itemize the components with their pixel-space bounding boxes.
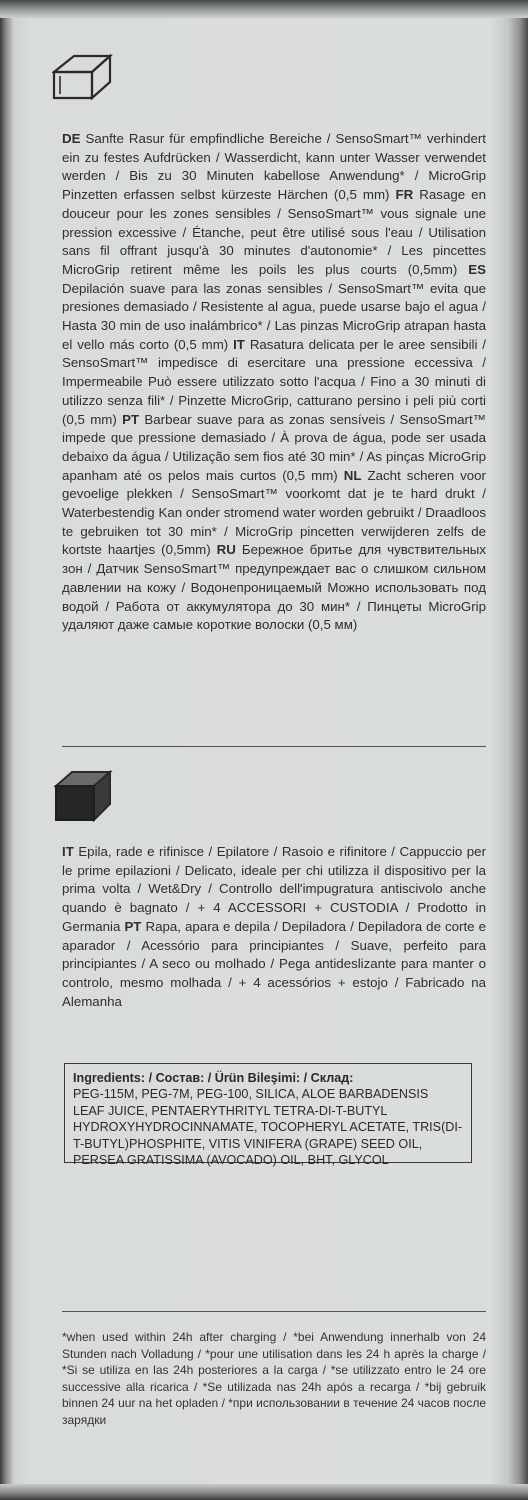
lang-code-es: ES <box>468 261 486 277</box>
product-description-multilang <box>62 130 486 635</box>
lang-code-de: DE <box>62 131 81 146</box>
box-bottom-edge <box>0 1484 528 1500</box>
ingredients-list: PEG-115M, PEG-7M, PEG-100, SILICA, ALOE BARBADENSIS LEAF JUICE, PENTAERYTHRITYL TETRA-DI-T-BUTYL HYDROXYHYDROCINNAMATE, TOCOPHERYL ACETATE, TRIS(DI-T-BUTYL)PHOSPHITE, VITIS VINIFERA (GRAPE) SEED OIL, PERSEA GRATISSIMA (AVOCADO) OIL, BHT, GLYCOL <box>73 1087 463 1168</box>
lang-code-fr: FR <box>395 187 414 203</box>
text-de: Sanfte Rasur für empfindliche Bereiche / SensoSmart™ verhindert ein zu festes Aufdrücken / Wasserdicht, kann unter Wasser verwendet werden / Bis zu 30 Minuten kabellose Anwendung* / MicroGrip Pinzetten erfassen selbst kürzeste Härchen (0,5 mm) <box>62 131 486 203</box>
text-pt: Barbear suave para as zonas sensíveis / SensoSmart™ impede que pressione demasiado / À prova de água, pode ser usada debaixo da água / Utilização sem fios até 30 min* / As pinças MicroGrip apanham até os pelos mais curtos (0,5 mm) <box>62 411 486 483</box>
text-pt-2: Rapa, apara e depila / Depiladora / Depiladora de corte e aparador / Acessório para principiantes / Suave, perfeito para principiantes / A seco ou molhado / Pega antideslizante para manter o controlo, mesmo molhada / + 4 acessórios + estojo / Fabricado na Alemanha <box>62 918 486 1009</box>
ingredients-box <box>64 1063 472 1168</box>
footnote-divider <box>62 1311 486 1312</box>
ingredients-heading: Ingredients: / Состав: / Ürün Bileşimi: / Склад: <box>73 1071 354 1085</box>
open-box-outline-icon <box>52 52 114 109</box>
charging-footnote: *when used within 24h after charging / *bei Anwendung innerhalb von 24 Stunden nach Volladung / *pour une utilisation dans les 24 h après la charge / *Si se utiliza en las 24h posteriores a la carga / *se utilizzato entro le 24 ore successive alla ricarica / *Se utilizada nas 24h após a recarga / *bij gebruik binnen 24 uur na het opladen / *при использовании в течение 24 часов после зарядки <box>62 1330 486 1427</box>
lang-code-ru: RU <box>216 542 236 558</box>
text-it-2: Epila, rade e rifinisce / Epilatore / Rasoio e rifinitore / Cappuccio per le prime epilazioni / Delicato, ideale per chi utilizza il dispositivo per la prima volta / Wet&Dry / Controllo dell'impugratura antiscivolo anche quando è bagnato / + 4 ACCESSORI + CUSTODIA / Prodotto in Germania <box>62 844 486 934</box>
lang-code-pt: PT <box>122 411 140 427</box>
closed-box-filled-icon <box>52 768 114 829</box>
text-fr: Rasage en douceur pour les zones sensibles / SensoSmart™ vous signale une pression excessive / Étanche, peut être utilisé sous l'eau / Utilisation sans fil offrant jusqu'à 30 minutes d'autonomie* / Les pincettes MicroGrip retirent même les poils les plus courts (0,5mm) <box>62 187 486 277</box>
lang-code-it-2: IT <box>62 844 74 859</box>
text-it: Rasatura delicata per le aree sensibili / SensoSmart™ impedisce di esercitare una pressione eccessiva / Impermeabile Può essere utilizzato sotto l'acqua / Fino a 30 minuti di utilizzo senza fili* / Pinzette MicroGrip, catturano persino i peli più corti (0,5 mm) <box>62 336 486 427</box>
box-top-edge <box>0 0 528 18</box>
lang-code-nl: NL <box>343 467 362 483</box>
text-ru: Бережное бритье для чувствительных зон / Датчик SensoSmart™ предупреждает вас о слишком сильном давлении на кожу / Водонепроницаемый Можно использовать под водой / Работа от аккумулятора до 30 мин* / Пинцеты MicroGrip удаляют даже самые короткие волоски (0,5 мм) <box>62 542 487 633</box>
product-features-it-pt <box>62 843 486 1011</box>
section-divider <box>62 746 486 747</box>
text-nl: Zacht scheren voor gevoelige plekken / SensoSmart™ voorkomt dat je te hard drukt / Waterbestendig Kan onder stromend water worden gebruikt / Draadloos te gebruiken tot 30 min* / MicroGrip pincetten verwijderen zelfs de kortste haartjes (0,5mm) <box>62 467 486 558</box>
lang-code-pt-2: PT <box>124 918 142 934</box>
lang-code-it: IT <box>233 336 245 352</box>
text-es: Depilación suave para las zonas sensibles / SensoSmart™ evita que presiones demasiado / Resistente al agua, puede usarse bajo el agua / Hasta 30 min de uso inalámbrico* / Las pinzas MicroGrip atrapan hasta el vello más corto (0,5 mm) <box>62 280 486 352</box>
